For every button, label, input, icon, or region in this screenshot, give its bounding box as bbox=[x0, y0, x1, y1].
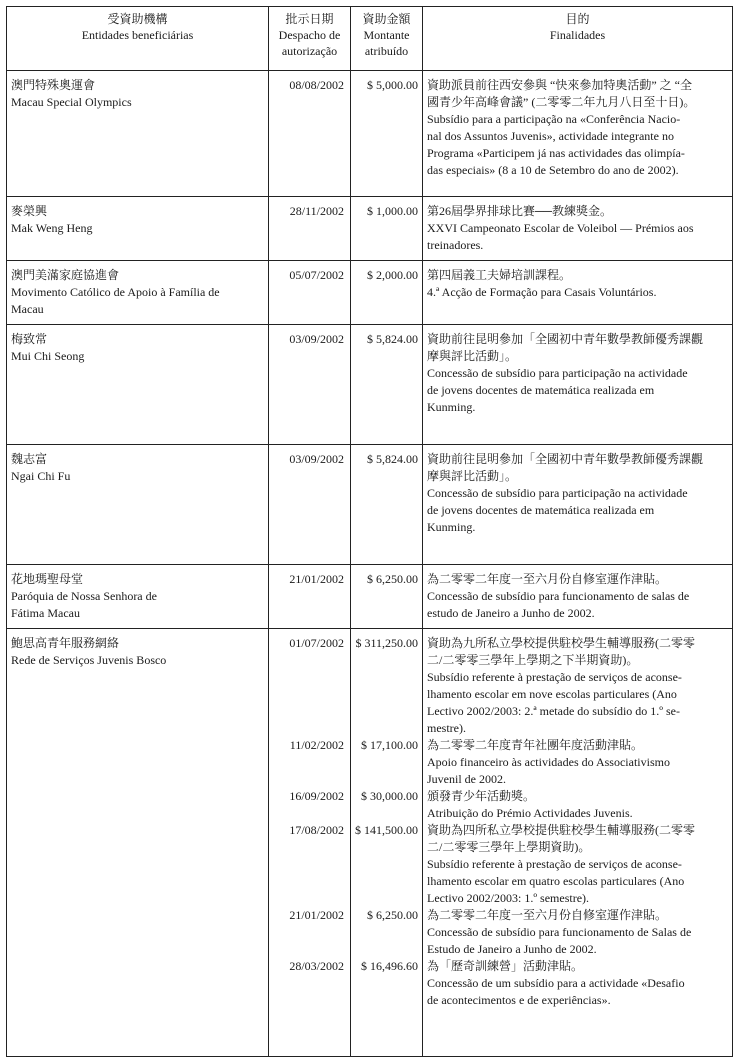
purpose-line: lhamento escolar em nove escolas particulares (Ano bbox=[427, 687, 677, 701]
purpose-line: 資助派員前往西安參與 “快來參加特奧活動” 之 “全 bbox=[427, 78, 692, 92]
purpose-line: 資助前往昆明參加「全國初中青年數學教師優秀課觀 bbox=[427, 452, 704, 466]
grant-table bbox=[6, 6, 733, 1057]
entity-cell bbox=[7, 565, 269, 629]
header-date bbox=[269, 7, 351, 71]
dispatch-date: 05/07/2002 bbox=[289, 268, 344, 282]
purpose-line: treinadores. bbox=[427, 238, 484, 252]
grant-amount: $ 6,250.00 bbox=[367, 908, 418, 922]
purpose-text bbox=[423, 331, 732, 416]
dispatch-date: 08/08/2002 bbox=[289, 78, 344, 92]
grant-amount: $ 5,824.00 bbox=[367, 452, 418, 466]
purpose-line: Subsídio referente à prestação de serviços de aconse- bbox=[427, 670, 682, 684]
purpose-line: 為「歷奇訓練營」活動津貼。 bbox=[427, 959, 584, 973]
amount-cell bbox=[351, 445, 423, 565]
purpose-line: Juvenil de 2002. bbox=[427, 772, 506, 786]
dispatch-date: 11/02/2002 bbox=[289, 738, 344, 752]
purpose-text bbox=[423, 451, 732, 536]
entity-name-pt: Ngai Chi Fu bbox=[11, 469, 71, 483]
purpose-line: 二/二零零三學年上學期資助)。 bbox=[427, 840, 591, 854]
grant-amount: $ 141,500.00 bbox=[355, 823, 418, 837]
purpose-line: 摩與評比活動」。 bbox=[427, 349, 518, 363]
purpose-line: Subsídio para a participação na «Conferência Nacio- bbox=[427, 112, 681, 126]
entity-name-pt: Mui Chi Seong bbox=[11, 349, 85, 363]
table-row bbox=[7, 565, 733, 629]
purpose-line: 資助為九所私立學校提供駐校學生輔導服務(二零零 bbox=[427, 636, 695, 650]
dispatch-date: 17/08/2002 bbox=[289, 823, 344, 837]
purpose-line: 第26屆學界排球比賽──教練獎金。 bbox=[427, 204, 613, 218]
purpose-text bbox=[423, 571, 732, 622]
purpose-text bbox=[423, 788, 732, 822]
entity-name-pt: Macau Special Olympics bbox=[11, 95, 132, 109]
entity-cell bbox=[7, 197, 269, 261]
entity-name-pt: Fátima Macau bbox=[11, 606, 80, 620]
header-purpose-pt: Finalidades bbox=[549, 28, 606, 42]
purpose-line: mestre). bbox=[427, 721, 466, 735]
dispatch-date: 28/11/2002 bbox=[289, 204, 344, 218]
purpose-line: Kunming. bbox=[427, 520, 476, 534]
amount-cell bbox=[351, 325, 423, 445]
purpose-text bbox=[423, 635, 732, 737]
header-amount-pt1: Montante bbox=[363, 28, 410, 42]
amount-cell bbox=[351, 565, 423, 629]
entity-name-zh: 魏志富 bbox=[11, 452, 48, 466]
header-entity-zh: 受資助機構 bbox=[107, 12, 168, 26]
purpose-line: Atribuição do Prémio Actividades Juvenis. bbox=[427, 806, 633, 820]
header-date-pt1: Despacho de bbox=[278, 28, 341, 42]
grant-amount: $ 30,000.00 bbox=[361, 789, 418, 803]
purpose-text bbox=[423, 267, 732, 301]
date-cell bbox=[269, 565, 351, 629]
amount-cell bbox=[351, 261, 423, 325]
header-amount bbox=[351, 7, 423, 71]
entity-name-pt: Movimento Católico de Apoio à Família de bbox=[11, 285, 220, 299]
purpose-cell bbox=[423, 565, 733, 629]
dispatch-date: 03/09/2002 bbox=[289, 452, 344, 466]
purpose-line: 4.ª Acção de Formação para Casais Voluntários. bbox=[427, 285, 657, 299]
purpose-text bbox=[423, 822, 732, 907]
entity-cell bbox=[7, 325, 269, 445]
purpose-line: 二/二零零三學年上學期之下半期資助)。 bbox=[427, 653, 639, 667]
grant-amount: $ 16,496.60 bbox=[361, 959, 418, 973]
entity-cell bbox=[7, 71, 269, 197]
purpose-line: Programa «Participem já nas actividades das olimpía- bbox=[427, 146, 685, 160]
purpose-cell bbox=[423, 325, 733, 445]
entity-name-pt: Rede de Serviços Juvenis Bosco bbox=[11, 653, 167, 667]
purpose-line: 資助前往昆明參加「全國初中青年數學教師優秀課觀 bbox=[427, 332, 704, 346]
table-row bbox=[7, 325, 733, 445]
entity-cell bbox=[7, 261, 269, 325]
date-cell bbox=[269, 325, 351, 445]
table-row bbox=[7, 71, 733, 197]
purpose-cell bbox=[423, 197, 733, 261]
date-cell bbox=[269, 261, 351, 325]
entity-name-pt: Mak Weng Heng bbox=[11, 221, 93, 235]
amount-cell bbox=[351, 629, 423, 1057]
purpose-line: Apoio financeiro às actividades do Associativismo bbox=[427, 755, 670, 769]
purpose-line: 為二零零二年度一至六月份自修室運作津貼。 bbox=[427, 572, 668, 586]
entity-name-zh: 麥榮興 bbox=[11, 204, 48, 218]
purpose-text bbox=[423, 958, 732, 1009]
purpose-line: XXVI Campeonato Escolar de Voleibol — Prémios aos bbox=[427, 221, 694, 235]
grant-amount: $ 1,000.00 bbox=[367, 204, 418, 218]
entity-name-zh: 鮑思高青年服務網絡 bbox=[11, 636, 120, 650]
dispatch-date: 16/09/2002 bbox=[289, 789, 344, 803]
entity-name-zh: 澳門特殊奧運會 bbox=[11, 78, 96, 92]
purpose-cell bbox=[423, 71, 733, 197]
table-row bbox=[7, 261, 733, 325]
dispatch-date: 21/01/2002 bbox=[289, 572, 344, 586]
purpose-line: das especiais» (8 a 10 de Setembro do ano de 2002). bbox=[427, 163, 679, 177]
purpose-text bbox=[423, 203, 732, 254]
entity-name-zh: 花地瑪聖母堂 bbox=[11, 572, 84, 586]
date-cell bbox=[269, 197, 351, 261]
purpose-line: de jovens docentes de matemática realizada em bbox=[427, 383, 655, 397]
grant-amount: $ 5,000.00 bbox=[367, 78, 418, 92]
purpose-line: 為二零零二年度一至六月份自修室運作津貼。 bbox=[427, 908, 668, 922]
entity-cell bbox=[7, 629, 269, 1057]
entity-cell bbox=[7, 445, 269, 565]
grant-amount: $ 311,250.00 bbox=[355, 636, 418, 650]
purpose-line: Kunming. bbox=[427, 400, 476, 414]
header-date-pt2: autorização bbox=[281, 44, 338, 58]
table-header-row bbox=[7, 7, 733, 71]
purpose-line: Concessão de subsídio para participação na actividade bbox=[427, 366, 688, 380]
amount-cell bbox=[351, 197, 423, 261]
dispatch-date: 03/09/2002 bbox=[289, 332, 344, 346]
entity-name-pt: Paróquia de Nossa Senhora de bbox=[11, 589, 157, 603]
amount-cell bbox=[351, 71, 423, 197]
grant-amount: $ 5,824.00 bbox=[367, 332, 418, 346]
purpose-cell bbox=[423, 261, 733, 325]
purpose-line: nal dos Assuntos Juvenis», actividade integrante no bbox=[427, 129, 674, 143]
purpose-line: Concessão de subsídio para funcionamento de Salas de bbox=[427, 925, 692, 939]
purpose-line: 資助為四所私立學校提供駐校學生輔導服務(二零零 bbox=[427, 823, 695, 837]
dispatch-date: 01/07/2002 bbox=[289, 636, 344, 650]
grant-amount: $ 2,000.00 bbox=[367, 268, 418, 282]
purpose-line: Estudo de Janeiro a Junho de 2002. bbox=[427, 942, 597, 956]
purpose-text bbox=[423, 907, 732, 958]
dispatch-date: 28/03/2002 bbox=[289, 959, 344, 973]
header-entity-pt: Entidades beneficiárias bbox=[81, 28, 194, 42]
entity-name-pt: Macau bbox=[11, 302, 44, 316]
purpose-text bbox=[423, 737, 732, 788]
purpose-line: Lectivo 2002/2003: 1.º semestre). bbox=[427, 891, 590, 905]
date-cell bbox=[269, 71, 351, 197]
purpose-cell bbox=[423, 445, 733, 565]
entity-name-zh: 梅致常 bbox=[11, 332, 48, 346]
table-row bbox=[7, 629, 733, 1057]
header-amount-zh: 資助金額 bbox=[362, 12, 411, 26]
date-cell bbox=[269, 629, 351, 1057]
grant-amount: $ 6,250.00 bbox=[367, 572, 418, 586]
grant-amount: $ 17,100.00 bbox=[361, 738, 418, 752]
purpose-line: 第四屆義工夫婦培訓課程。 bbox=[427, 268, 572, 282]
purpose-line: Concessão de um subsídio para a actividade «Desafio bbox=[427, 976, 685, 990]
table-row bbox=[7, 197, 733, 261]
purpose-line: lhamento escolar em quatro escolas particulares (Ano bbox=[427, 874, 685, 888]
purpose-line: Lectivo 2002/2003: 2.ª metade do subsídio do 1.º se- bbox=[427, 704, 680, 718]
purpose-line: 國青少年高峰會議” (二零零二年九月八日至十日)。 bbox=[427, 95, 696, 109]
date-cell bbox=[269, 445, 351, 565]
purpose-line: 為二零零二年度青年社團年度活動津貼。 bbox=[427, 738, 644, 752]
purpose-line: 摩與評比活動」。 bbox=[427, 469, 518, 483]
table-row bbox=[7, 445, 733, 565]
purpose-line: estudo de Janeiro a Junho de 2002. bbox=[427, 606, 595, 620]
header-date-zh: 批示日期 bbox=[285, 12, 334, 26]
header-purpose-zh: 目的 bbox=[565, 12, 590, 26]
header-entity bbox=[7, 7, 269, 71]
purpose-line: Concessão de subsídio para participação na actividade bbox=[427, 486, 688, 500]
purpose-line: Concessão de subsídio para funcionamento de salas de bbox=[427, 589, 690, 603]
purpose-text bbox=[423, 77, 732, 179]
purpose-line: de acontecimentos e de experiências». bbox=[427, 993, 611, 1007]
header-purpose bbox=[423, 7, 733, 71]
purpose-line: Subsídio referente à prestação de serviços de aconse- bbox=[427, 857, 682, 871]
purpose-line: de jovens docentes de matemática realizada em bbox=[427, 503, 655, 517]
header-amount-pt2: atribuído bbox=[364, 44, 409, 58]
purpose-line: 頒發青少年活動獎。 bbox=[427, 789, 536, 803]
table-body bbox=[7, 71, 733, 1057]
purpose-cell bbox=[423, 629, 733, 1057]
entity-name-zh: 澳門美滿家庭協進會 bbox=[11, 268, 120, 282]
dispatch-date: 21/01/2002 bbox=[289, 908, 344, 922]
